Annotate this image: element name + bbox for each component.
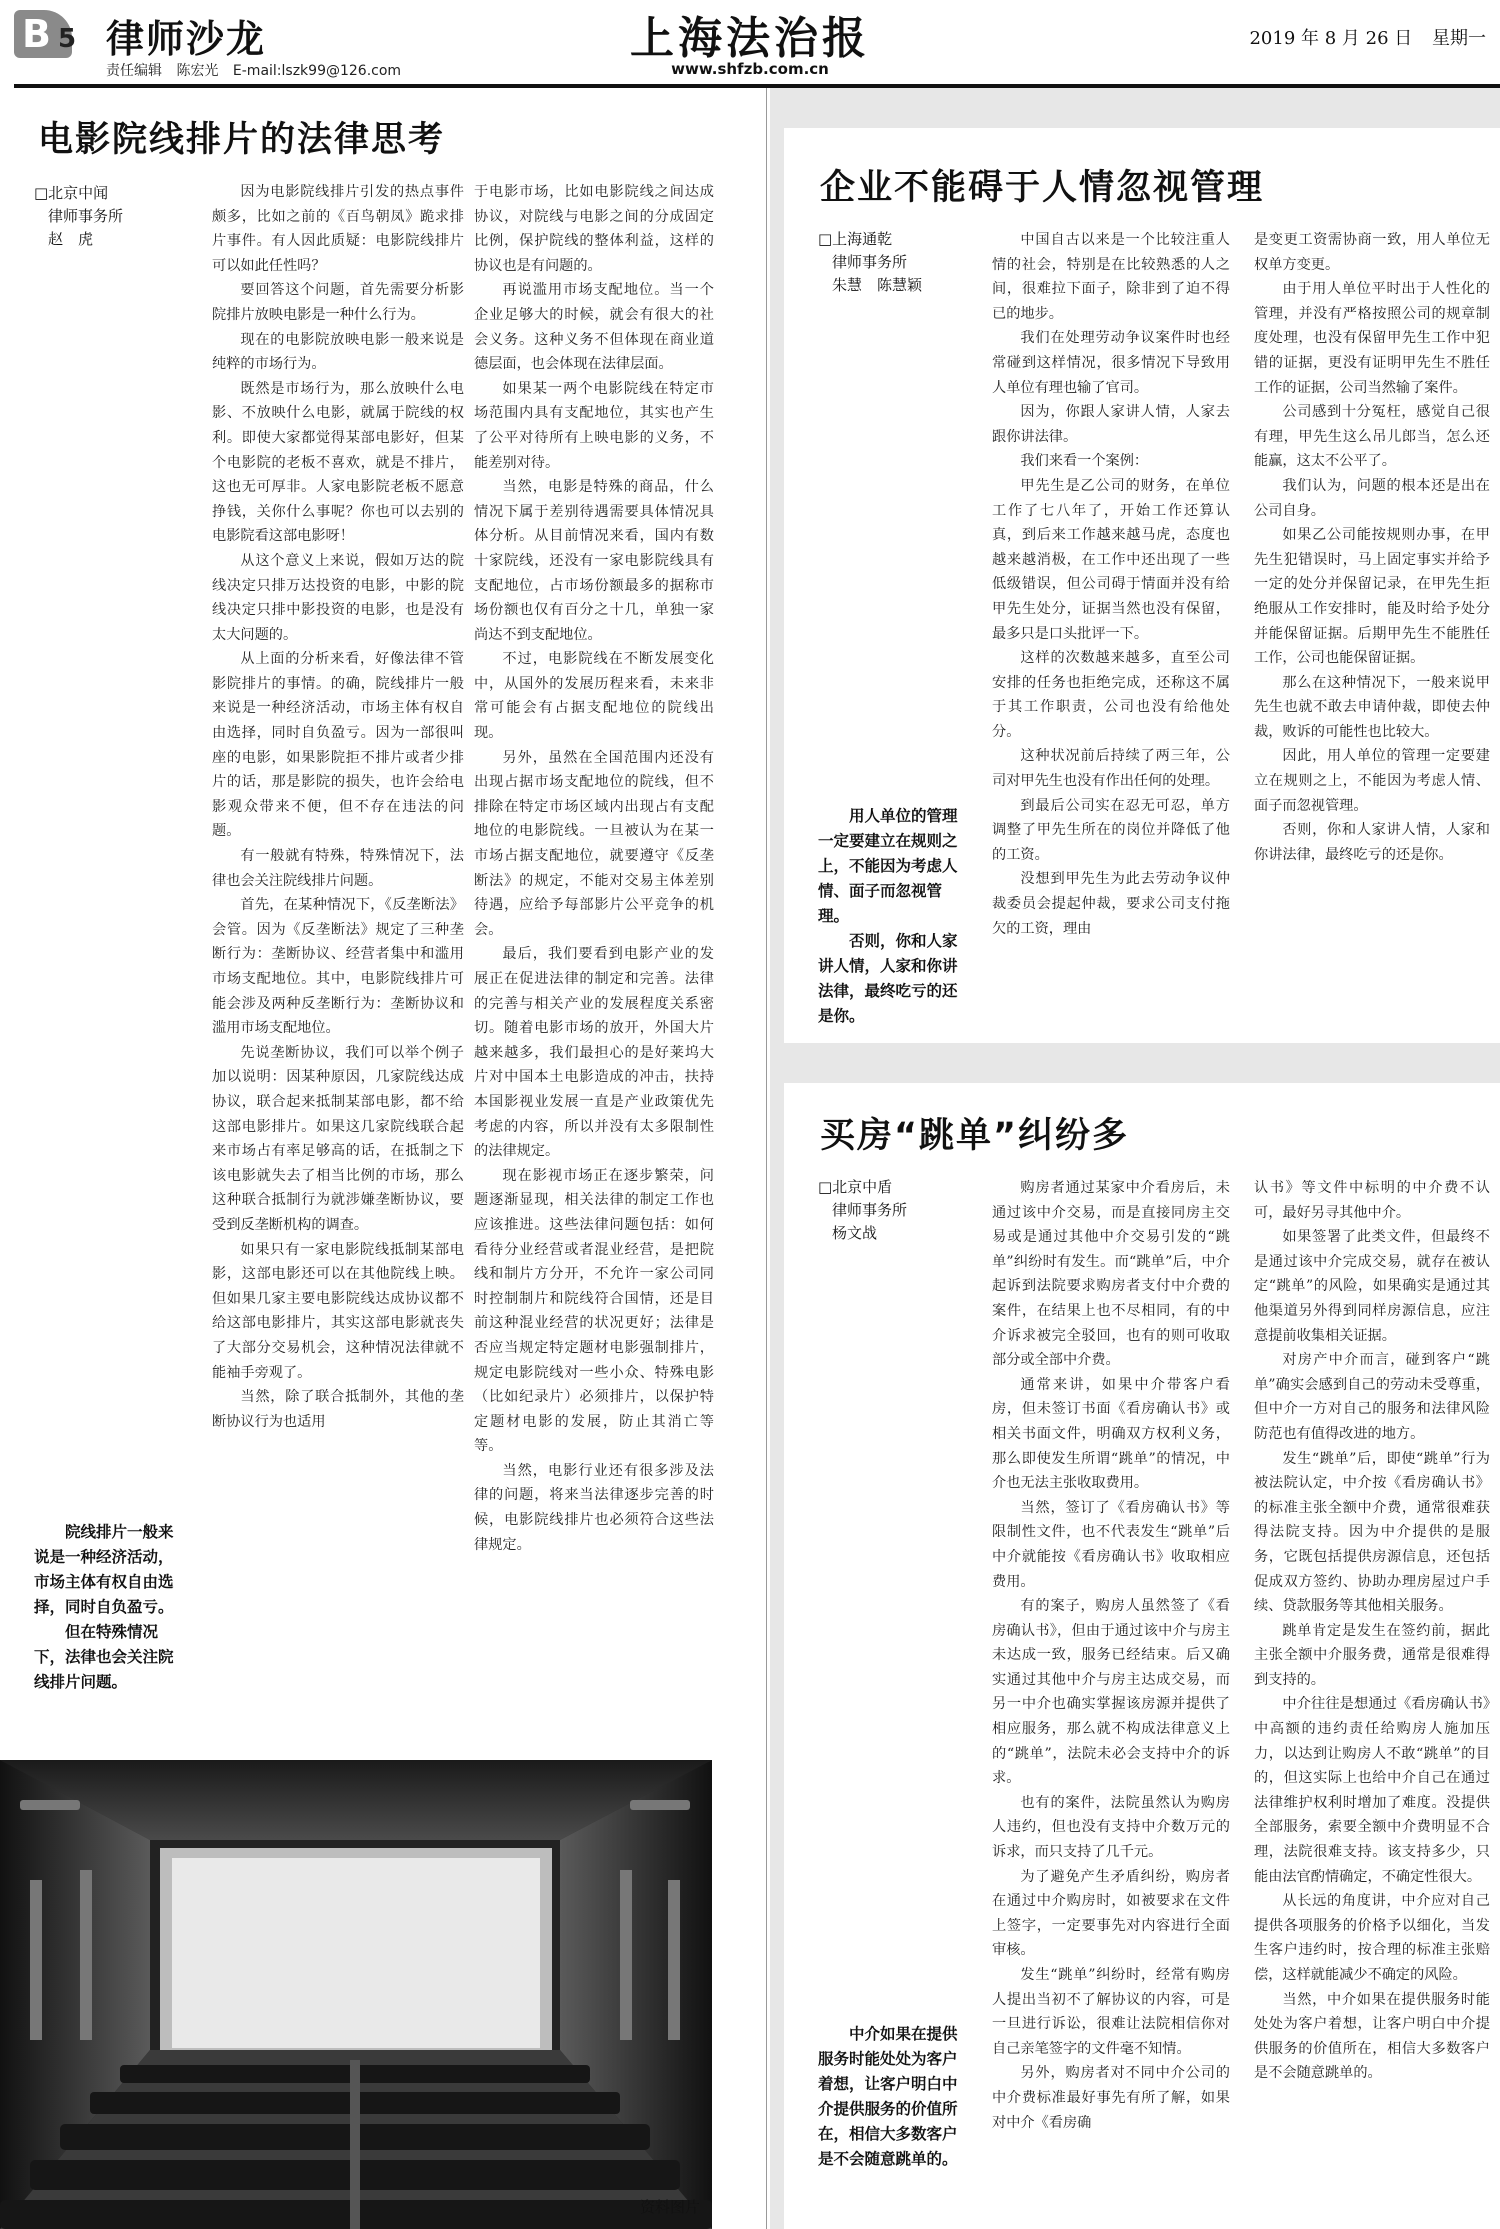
paragraph: 要回答这个问题，首先需要分析影院排片放映电影是一种什么行为。 bbox=[212, 282, 464, 323]
byline-author: 朱慧 陈慧颖 bbox=[832, 276, 923, 294]
article2-col2 bbox=[1254, 228, 1490, 1024]
paragraph: 认书》等文件中标明的中介费不认可，最好另寻其他中介。 bbox=[1254, 1180, 1490, 1221]
article1-col1 bbox=[212, 180, 464, 1710]
article3-col2 bbox=[1254, 1176, 1490, 2224]
article1-headline: 电影院线排片的法律思考 bbox=[38, 120, 446, 160]
weekday-text: 星期一 bbox=[1432, 28, 1486, 49]
section-title: 律师沙龙 bbox=[106, 17, 267, 61]
paragraph: 现在影视市场正在逐步繁荣，问题逐渐显现，相关法律的制定工作也应该推进。这些法律问题包括：如何看待分业经营或者混业经营，是把院线和制片方分开，不允许一家公司同时控制制片和院线符合国情，还是目前这种混业经营的状况更好；法律是否应当规定特定题材电影强制排片，规定电影院线对一些小众、特殊电影（比如纪录片）必须排片，以保护特定题材电影的发展，防止其消亡等等。 bbox=[474, 1167, 714, 1455]
byline-author: 杨文战 bbox=[832, 1224, 878, 1242]
article2-pull-quote bbox=[818, 804, 970, 1029]
paragraph: 我们来看一个案例： bbox=[1020, 453, 1149, 470]
paragraph: 首先，在某种情况下，《反垄断法》会管。因为《反垄断法》规定了三种垄断行为：垄断协议、经营者集中和滥用市场支配地位。其中，电影院线排片可能会涉及两种反垄断行为：垄断协议和滥用市场支配地位。 bbox=[212, 897, 464, 1037]
paragraph: 那么在这种情况下，一般来说甲先生也就不敢去申请仲裁，即使去仲裁，败诉的可能性也比较大。 bbox=[1254, 674, 1490, 740]
paragraph: 有的案子，购房人虽然签了《看房确认书》，但由于通过该中介与房主未达成一致，服务已经结束。后又确实通过其他中介与房主达成交易，而另一中介也确实掌握该房源并提供了相应服务，那么就不构成法律意义上的“跳单”，法院未必会支持中介的诉求。 bbox=[992, 1598, 1230, 1787]
paragraph: 不过，电影院线在不断发展变化中，从国外的发展历程来看，未来非常可能会有占据支配地位的院线出现。 bbox=[474, 651, 714, 742]
column-divider bbox=[766, 88, 767, 2229]
paragraph: 当然，电影是特殊的商品，什么情况下属于差别待遇需要具体情况具体分析。从目前情况来看，国内有数十家院线，还没有一家电影院线具有支配地位，占市场份额最多的据称市场份额也仅有百分之十几，单独一家尚达不到支配地位。 bbox=[474, 479, 714, 643]
paragraph: 如果签署了此类文件，但最终不是通过该中介完成交易，就存在被认定“跳单”的风险，如果确实是通过其他渠道另外得到同样房源信息，应注意提前收集相关证据。 bbox=[1254, 1229, 1490, 1344]
paragraph: 否则，你和人家讲人情，人家和你讲法律，最终吃亏的还是你。 bbox=[1254, 822, 1490, 863]
paragraph: 对房产中介而言，碰到客户“跳单”确实会感到自己的劳动未受尊重，但中介一方对自己的服务和法律风险防范也有值得改进的地方。 bbox=[1254, 1352, 1490, 1442]
paragraph: 到最后公司实在忍无可忍，单方调整了甲先生所在的岗位并降低了他的工资。 bbox=[992, 797, 1230, 863]
paragraph: 我们在处理劳动争议案件时也经常碰到这样情况，很多情况下导致用人单位有理也输了官司。 bbox=[992, 330, 1230, 396]
paragraph: 跳单肯定是发生在签约前，据此主张全额中介服务费，通常是很难得到支持的。 bbox=[1254, 1622, 1490, 1688]
paragraph: 甲先生是乙公司的财务，在单位工作了七八年了，开始工作还算认真，到后来工作越来越马虎，态度也越来越消极，在工作中还出现了一些低级错误，但公司碍于情面并没有给甲先生处分，证据当然也没有保留，最多只是口头批评一下。 bbox=[992, 477, 1230, 642]
byline-firm-type: 律师事务所 bbox=[832, 253, 908, 271]
cinema-photo bbox=[0, 1760, 712, 2229]
paragraph: 另外，购房者对不同中介公司的中介费标准最好事先有所了解，如果对中介《看房确 bbox=[992, 2065, 1230, 2131]
paragraph: 于电影市场，比如电影院线之间达成协议，对院线与电影之间的分成固定比例，保护院线的整体利益，这样的协议也是有问题的。 bbox=[474, 184, 714, 274]
editor-name: 陈宏光 bbox=[176, 63, 219, 79]
paragraph: 这样的次数越来越多，直至公司安排的任务也拒绝完成，还称这不属于其工作职责，公司也没有给他处分。 bbox=[992, 650, 1230, 740]
paragraph: 既然是市场行为，那么放映什么电影、不放映什么电影，就属于院线的权利。即使大家都觉得某部电影好，但某个电影院的老板不喜欢，就是不排片，这也无可厚非。人家电影院老板不愿意挣钱，关你什么事呢？你也可以去别的电影院看这部电影呀！ bbox=[212, 380, 464, 545]
paragraph: 如果乙公司能按规则办事，在甲先生犯错误时，马上固定事实并给予一定的处分并保留记录，在甲先生拒绝服从工作安排时，能及时给予处分并能保留证据。后期甲先生不能胜任工作，公司也能保留证据。 bbox=[1254, 527, 1490, 667]
paragraph: 有一般就有特殊，特殊情况下，法律也会关注院线排片问题。 bbox=[212, 848, 464, 889]
byline-firm: □北京中盾 bbox=[818, 1178, 893, 1196]
paragraph: 先说垄断协议，我们可以举个例子加以说明：因某种原因，几家院线达成协议，联合起来抵制某部电影，都不给这部电影排片。如果这几家院线联合起来市场占有率足够高的话，在抵制之下该电影就失去了相当比例的市场，那么这种联合抵制行为就涉嫌垄断协议，要受到反垄断机构的调查。 bbox=[212, 1044, 464, 1233]
byline-firm: □北京中闻 bbox=[34, 184, 109, 202]
editor-label: 责任编辑 bbox=[106, 63, 162, 79]
article2-headline: 企业不能碍于人情忽视管理 bbox=[820, 168, 1265, 208]
article2-byline bbox=[818, 228, 922, 297]
editor-line bbox=[106, 60, 411, 80]
page-number: 5 bbox=[58, 24, 77, 54]
article3-byline bbox=[818, 1176, 907, 1245]
newspaper-url: www.shfzb.com.cn bbox=[671, 60, 829, 78]
paragraph: 因为，你跟人家讲人情，人家去跟你讲法律。 bbox=[992, 404, 1230, 445]
byline-firm-type: 律师事务所 bbox=[48, 207, 124, 225]
newspaper-logo: 上海法治报 bbox=[630, 13, 870, 64]
pull-quote-text: 否则，你和人家讲人情，人家和你讲法律，最终吃亏的还是你。 bbox=[818, 932, 958, 1025]
paragraph: 由于用人单位平时出于人性化的管理，并没有严格按照公司的规章制度处理，也没有保留甲先生工作中犯错的证据，更没有证明甲先生不胜任工作的证据，公司当然输了案件。 bbox=[1254, 281, 1490, 396]
right-shade-left bbox=[770, 88, 784, 1083]
paragraph: 我们认为，问题的根本还是出在公司自身。 bbox=[1254, 477, 1490, 519]
paragraph: 从长远的角度讲，中介应对自己提供各项服务的价格予以细化，当发生客户违约时，按合理的标准主张赔偿，这样就能减少不确定的风险。 bbox=[1254, 1893, 1490, 1983]
paragraph: 当然，除了联合抵制外，其他的垄断协议行为也适用 bbox=[212, 1389, 464, 1430]
editor-email: E-mail:lszk99@126.com bbox=[232, 63, 402, 79]
page-letter: B bbox=[22, 12, 51, 56]
paragraph: 当然，签订了《看房确认书》等限制性文件，也不代表发生“跳单”后中介就能按《看房确认书》收取相应费用。 bbox=[992, 1499, 1230, 1590]
paragraph: 为了避免产生矛盾纠纷，购房者在通过中介购房时，如被要求在文件上签字，一定要事先对内容进行全面审核。 bbox=[992, 1868, 1230, 1959]
paragraph: 最后，我们要看到电影产业的发展正在促进法律的制定和完善。法律的完善与相关产业的发展程度关系密切。随着电影市场的放开，外国大片越来越多，我们最担心的是好莱坞大片对中国本土电影造成的冲击，扶持本国影视业发展一直是产业政策优先考虑的内容，所以并没有太多限制性的法律规定。 bbox=[474, 946, 714, 1160]
issue-date bbox=[1235, 24, 1486, 50]
article1-byline bbox=[34, 182, 123, 251]
article1-col2 bbox=[474, 180, 714, 1710]
paragraph: 再说滥用市场支配地位。当一个企业足够大的时候，就会有很大的社会义务。这种义务不但体现在商业道德层面，也会体现在法律层面。 bbox=[474, 282, 714, 373]
paragraph: 因此，用人单位的管理一定要建立在规则之上，不能因为考虑人情、面子而忽视管理。 bbox=[1254, 748, 1490, 814]
paragraph: 发生“跳单”后，即使“跳单”行为被法院认定，中介按《看房确认书》的标准主张全额中介费，通常很难获得法院支持。因为中介提供的是服务，它既包括提供房源信息，还包括促成双方签约、协助办理房屋过户手续、贷款服务等其他相关服务。 bbox=[1254, 1450, 1490, 1615]
paragraph: 现在的电影院放映电影一般来说是纯粹的市场行为。 bbox=[212, 331, 464, 373]
byline-author: 赵 虎 bbox=[48, 230, 94, 248]
paragraph: 当然，中介如果在提供服务时能处处为客户着想，让客户明白中介提供服务的价值所在，相信大多数客户是不会随意跳单的。 bbox=[1254, 1991, 1490, 2082]
page-badge bbox=[14, 10, 77, 58]
paragraph: 从上面的分析来看，好像法律不管影院排片的事情。的确，院线排片一般来说是一种经济活动，市场主体有权自由选择，同时自负盈亏。因为一部很叫座的电影，如果影院拒不排片或者少排片的话，那是影院的损失，也许会给电影观众带来不便，但不存在违法的问题。 bbox=[212, 651, 464, 840]
paragraph: 是变更工资需协商一致，用人单位无权单方变更。 bbox=[1254, 232, 1490, 273]
paragraph: 如果某一两个电影院线在特定市场范围内具有支配地位，其实也产生了公平对待所有上映电影的义务，不能差别对待。 bbox=[474, 380, 714, 471]
cinema-illustration bbox=[0, 1760, 712, 2229]
article3-headline: 买房“跳单”纠纷多 bbox=[820, 1116, 1130, 1156]
date-text: 2019 年 8 月 26 日 bbox=[1249, 28, 1413, 49]
paragraph: 另外，虽然在全国范围内还没有出现占据市场支配地位的院线，但不排除在特定市场区域内出现占有支配地位的电影院线。一旦被认为在某一市场占据支配地位，就要遵守《反垄断法》的规定，不能对交易主体差别待遇，应给予每部影片公平竞争的机会。 bbox=[474, 749, 714, 938]
right-shade-left-lower bbox=[770, 1083, 784, 2229]
article2-col1 bbox=[992, 228, 1230, 1024]
byline-firm-type: 律师事务所 bbox=[832, 1201, 908, 1219]
pull-quote-text: 但在特殊情况下，法律也会关注院线排片问题。 bbox=[34, 1623, 174, 1691]
paragraph: 因为电影院线排片引发的热点事件颇多，比如之前的《百鸟朝凤》跪求排片事件。有人因此质疑：电影院线排片可以如此任性吗？ bbox=[212, 184, 464, 274]
paragraph: 中介往往是想通过《看房确认书》中高额的违约责任给购房人施加压力，以达到让购房人不敢“跳单”的目的，但这实际上也给中介自己在通过法律维护权利时增加了难度。没提供全部服务，索要全额中介费明显不合理，法院很难支持。该支持多少，只能由法官酌情确定，不确定性很大。 bbox=[1254, 1696, 1490, 1885]
paragraph: 当然，电影行业还有很多涉及法律的问题，将来当法律逐步完善的时候，电影院线排片也必须符合这些法律规定。 bbox=[474, 1462, 714, 1553]
paragraph: 公司感到十分冤枉，感觉自己很有理，甲先生这么吊儿郎当，怎么还能赢，这太不公平了。 bbox=[1254, 404, 1490, 470]
pull-quote-text: 中介如果在提供服务时能处处为客户着想，让客户明白中介提供服务的价值所在，相信大多数客户是不会随意跳单的。 bbox=[818, 2025, 958, 2168]
article3-pull-quote bbox=[818, 2022, 970, 2172]
paragraph: 从这个意义上来说，假如万达的院线决定只排万达投资的电影，中影的院线决定只排中影投资的电影，也是没有太大问题的。 bbox=[212, 552, 464, 643]
paragraph: 发生“跳单”纠纷时，经常有购房人提出当初不了解协议的内容，可是一旦进行诉讼，很难让法院相信你对自己亲笔签字的文件毫不知情。 bbox=[992, 1967, 1230, 2057]
paragraph: 购房者通过某家中介看房后，未通过该中介交易，而是直接同房主交易或是通过其他中介交易引发的“跳单”纠纷时有发生。而“跳单”后，中介起诉到法院要求购房者支付中介费的案件，在结果上也不尽相同，有的中介诉求被完全驳回，也有的则可收取部分或全部中介费。 bbox=[992, 1180, 1230, 1369]
paragraph: 这种状况前后持续了两三年，公司对甲先生也没有作出任何的处理。 bbox=[992, 748, 1230, 790]
byline-firm: □上海通乾 bbox=[818, 230, 893, 248]
right-shade-middle bbox=[770, 1043, 1500, 1083]
paragraph: 通常来讲，如果中介带客户看房，但未签订书面《看房确认书》或相关书面文件，明确双方权利义务，那么即使发生所谓“跳单”的情况，中介也无法主张收取费用。 bbox=[992, 1376, 1230, 1492]
right-shade-top bbox=[770, 88, 1500, 128]
pull-quote-text: 院线排片一般来说是一种经济活动，市场主体有权自由选择，同时自负盈亏。 bbox=[34, 1523, 174, 1616]
paragraph: 没想到甲先生为此去劳动争议仲裁委员会提起仲裁，要求公司支付拖欠的工资，理由 bbox=[992, 871, 1230, 937]
pull-quote-text: 用人单位的管理一定要建立在规则之上，不能因为考虑人情、面子而忽视管理。 bbox=[818, 807, 958, 925]
masthead bbox=[0, 0, 1500, 88]
article3-col1 bbox=[992, 1176, 1230, 2224]
paragraph: 也有的案件，法院虽然认为购房人违约，但也没有支持中介数万元的诉求，而只支持了几千元。 bbox=[992, 1794, 1230, 1861]
article1-pull-quote bbox=[34, 1520, 184, 1695]
paragraph: 如果只有一家电影院线抵制某部电影，这部电影还可以在其他院线上映。但如果几家主要电影院线达成协议都不给这部电影排片，其实这部电影就丧失了大部分交易机会，这种情况法律就不能袖手旁观了。 bbox=[212, 1241, 464, 1381]
photo-credit: 资料图片 bbox=[640, 2198, 701, 2216]
paragraph: 中国自古以来是一个比较注重人情的社会，特别是在比较熟悉的人之间，很难拉下面子，除非到了迫不得已的地步。 bbox=[992, 232, 1230, 322]
